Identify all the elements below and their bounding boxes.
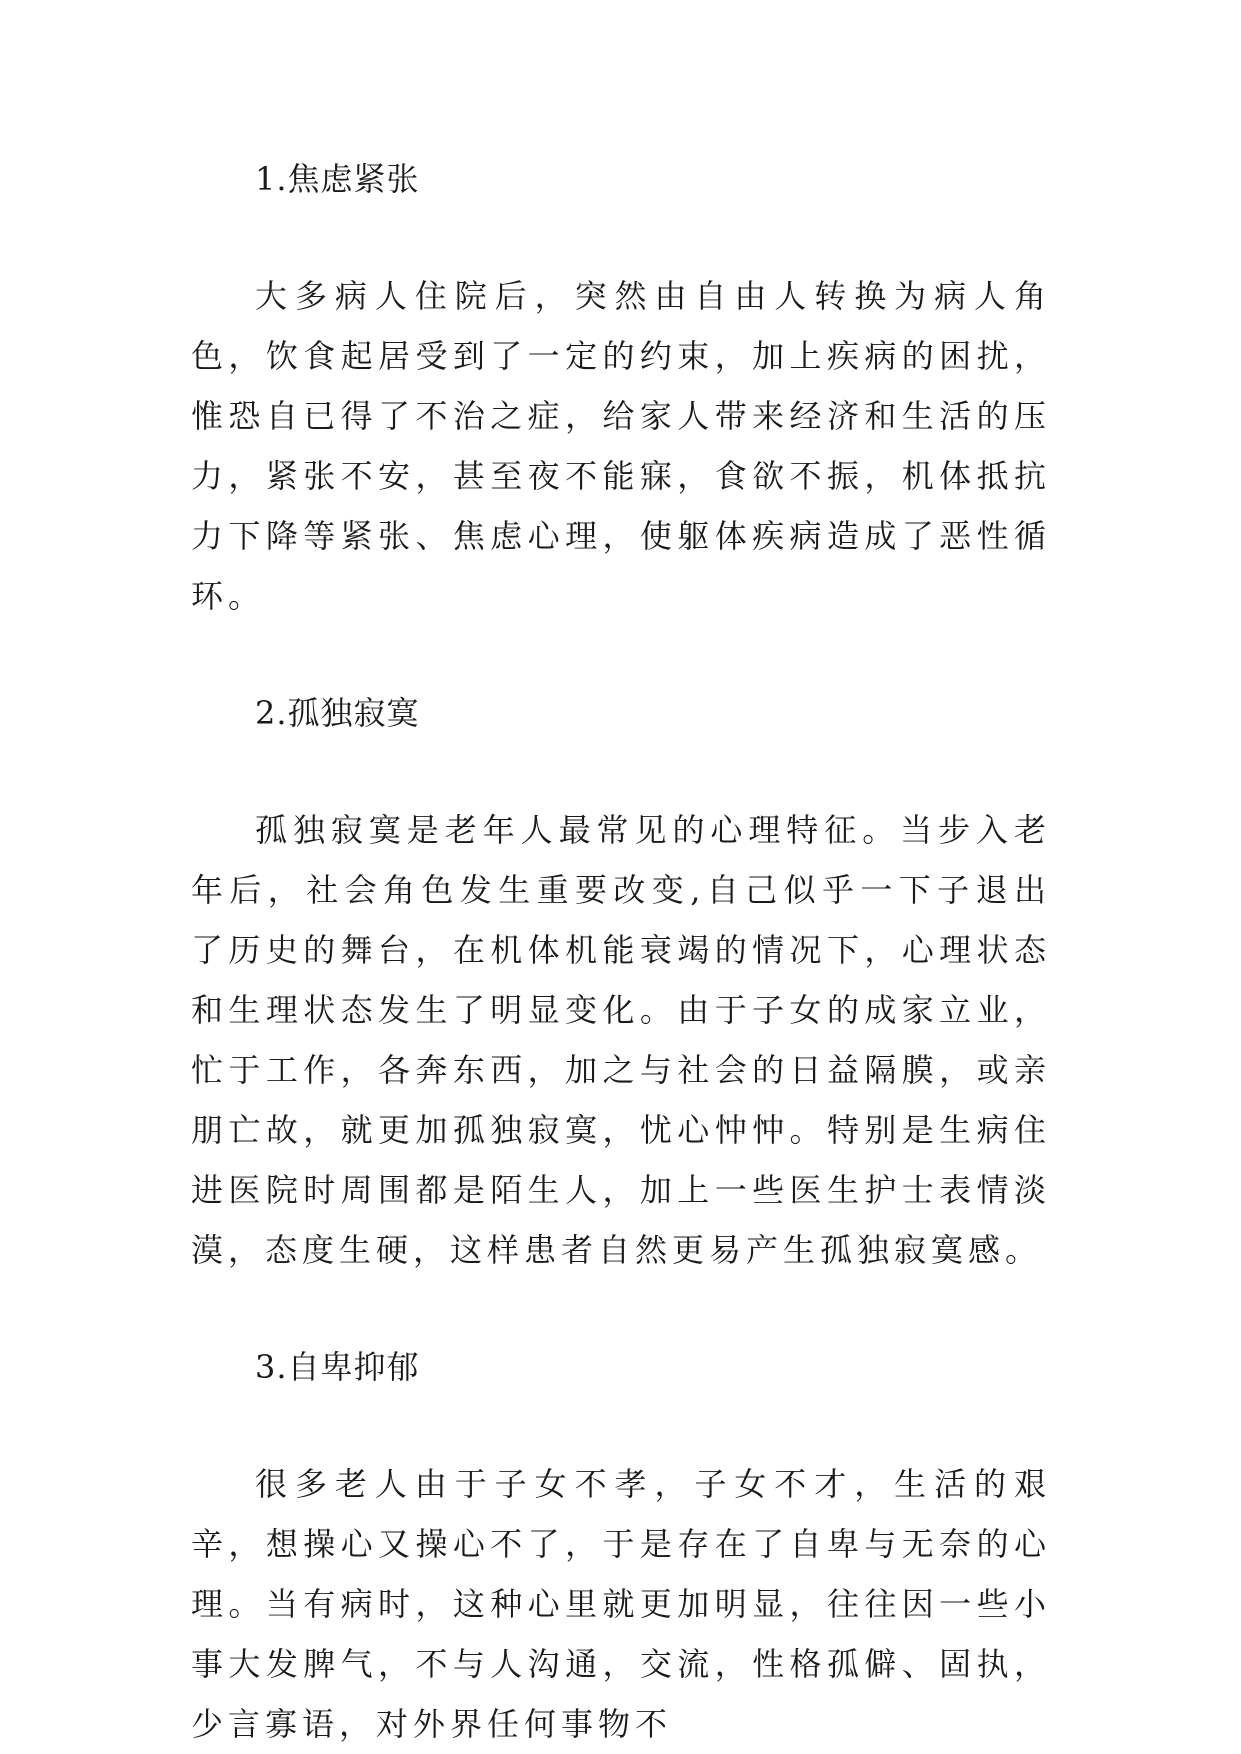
spacer <box>191 1396 1051 1454</box>
section-heading-inferiority: 3.自卑抑郁 <box>255 1348 420 1386</box>
section-heading-loneliness: 2.孤独寂寞 <box>255 694 420 732</box>
section-paragraph-inferiority: 很多老人由于子女不孝，子女不才，生活的艰辛，想操心又操心不了，于是存在了自卑与无奈的心理。当有病时，这种心里就更加明显，往往因一些小事大发脾气，不与人沟通，交流，性格孤僻、固执，少言寡语，对外界任何事物不 <box>191 1465 1051 1743</box>
section-paragraph-loneliness: 孤独寂寞是老年人最常见的心理特征。当步入老年后，社会角色发生重要改变,自己似乎一下子退出了历史的舞台，在机体机能衰竭的情况下，心理状态和生理状态发生了明显变化。由于子女的成家立业，忙于工作，各奔东西，加之与社会的日益隔膜，或亲朋亡故，就更加孤独寂寞，忧心忡忡。特别是生病住进医院时周围都是陌生人，加上一些医生护士表情淡漠，态度生硬，这样患者自然更易产生孤独寂寞感。 <box>191 811 1051 1269</box>
spacer <box>191 208 1051 266</box>
section-paragraph-anxiety: 大多病人住院后，突然由自由人转换为病人角色，饮食起居受到了一定的约束，加上疾病的困扰，惟恐自已得了不治之症，给家人带来经济和生活的压力，紧张不安，甚至夜不能寐，食欲不振，机体抵抗力下降等紧张、焦虑心理，使躯体疾病造成了恶性循环。 <box>191 277 1051 615</box>
spacer <box>191 626 1051 684</box>
spacer <box>191 1280 1051 1338</box>
spacer <box>191 742 1051 800</box>
section-heading-anxiety: 1.焦虑紧张 <box>255 160 420 198</box>
document-body <box>191 150 1051 1754</box>
